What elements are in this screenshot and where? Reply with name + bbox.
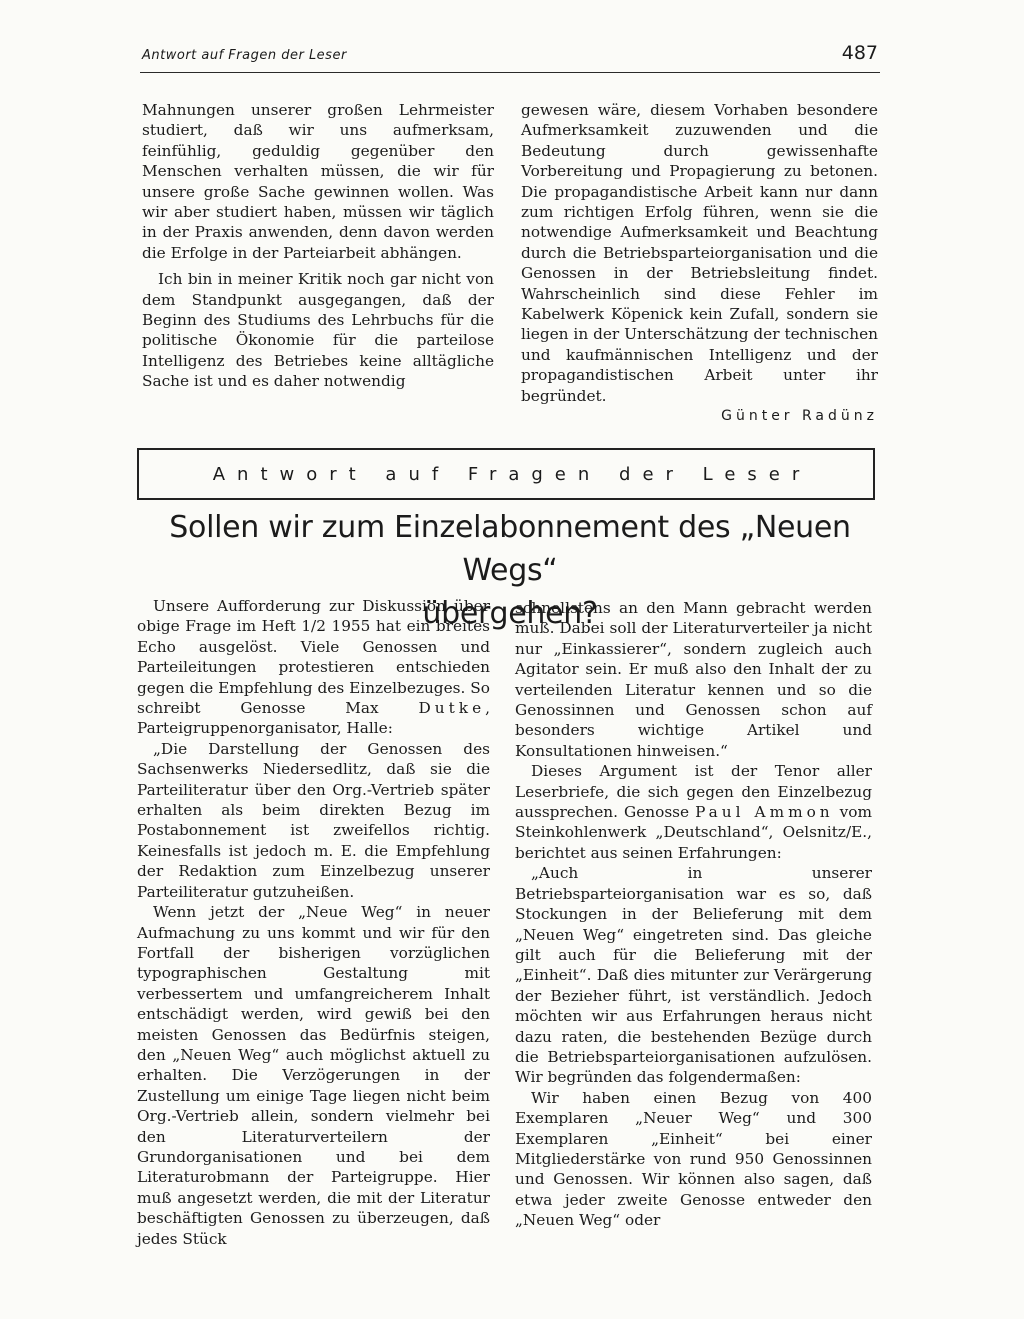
page-number: 487 — [841, 42, 878, 64]
top-right-column — [521, 100, 878, 427]
text-run: Dieses Argument ist der Tenor aller Leserbriefe, die sich gegen den Einzelbezug aussprechen. Genosse — [515, 762, 872, 822]
paragraph: „Auch in unserer Betriebsparteiorganisation war es so, daß Stockungen in der Belieferung mit dem „Neuen Weg“ eingetreten sind. Das gleiche gilt auch für die Belieferung mit der „Einheit“. Daß dies mitunter zur Verärgerung der Bezieher führt, ist verständlich. Jedoch möchten wir aus Erfahrungen heraus nicht dazu raten, die bestehenden Bezüge durch die Betriebsparteiorganisationen aufzulösen. Wir begründen das folgendermaßen: — [515, 864, 872, 1087]
text-run: vom Steinkohlenwerk „Deutschland“, Oelsnitz/E., berichtet aus seinen Erfahrungen: — [515, 803, 872, 862]
top-left-column — [142, 100, 494, 392]
headline-line-2: übergehen? — [422, 596, 598, 631]
paragraph: Wir haben einen Bezug von 400 Exemplaren „Neuer Weg“ und 300 Exemplaren „Einheit“ bei einer Mitgliederstärke von rund 950 Genossinnen und Genossen. Wir können also sagen, daß etwa jeder zweite Genosse entweder den „Neuen Weg“ oder — [515, 1088, 872, 1230]
paragraph — [137, 596, 490, 739]
paragraph — [515, 761, 872, 863]
text-run: , Parteigruppenorganisator, Halle: — [137, 699, 490, 738]
section-banner — [137, 448, 875, 500]
paragraph: Mahnungen unserer großen Lehrmeister studiert, daß wir uns aufmerksam, feinfühlig, geduldig gegenüber den Menschen verhalten müssen, die wir für unsere große Sache gewinnen wollen. Was wir aber studiert haben, müssen wir täglich in der Praxis anwenden, denn davon werden die Erfolge in der Parteiarbeit abhängen. — [142, 101, 494, 262]
running-title: Antwort auf Fragen der Leser — [142, 48, 347, 63]
paragraph: „Die Darstellung der Genossen des Sachsenwerks Niedersedlitz, daß sie die Parteiliteratur über den Org.-Vertrieb später erhalten als beim direkten Bezug im Postabonnement ist zweifellos richtig. Keinesfalls ist jedoch m. E. die Empfehlung der Redaktion zum Einzelbezug unserer Parteiliteratur gutzuheißen. — [137, 739, 490, 901]
paragraph: schnellstens an den Mann gebracht werden muß. Dabei soll der Literaturverteiler ja nicht nur „Einkassierer“, sondern zugleich auch Agitator sein. Er muß also den Inhalt der zu verteilenden Literatur kennen und so die Genossinnen und Genossen schon auf besonders wichtige Artikel und Konsultationen hinweisen.“ — [515, 599, 872, 760]
author-name: Günter Radünz — [721, 408, 878, 425]
paragraph: Ich bin in meiner Kritik noch gar nicht von dem Standpunkt ausgegangen, daß der Beginn des Studiums des Lehrbuchs für die politische Ökonomie für die parteilose Intelligenz des Betriebes keine alltägliche Sache ist und es daher notwendig — [142, 270, 494, 391]
article-right-column — [515, 598, 872, 1231]
headline-line-1: Sollen wir zum Einzelabonnement des „Neuen Wegs“ — [169, 510, 851, 588]
person-name: Paul Ammon — [695, 803, 834, 822]
person-name: Dutke — [418, 699, 486, 718]
signature-line — [521, 406, 878, 426]
running-header — [140, 44, 880, 73]
section-label: Antwort auf Fragen der Leser — [212, 463, 812, 485]
text-run: Unsere Aufforderung zur Diskussion über obige Frage im Heft 1/2 1955 hat ein breites Echo ausgelöst. Viele Genossen und Parteileitungen protestieren entschieden gegen die Empfehlung des Einzelbezuges. So schreibt Genosse Max — [137, 597, 490, 718]
paragraph: gewesen wäre, diesem Vorhaben besondere Aufmerksamkeit zuzuwenden und die Bedeutung durch gewissenhafte Vorbereitung und Propagierung zu betonen. Die propagandistische Arbeit kann nur dann zum richtigen Erfolg führen, wenn sie die notwendige Aufmerksamkeit und Beachtung durch die Betriebsparteiorganisation und die Genossen in der Betriebsleitung findet. Wahrscheinlich sind diese Fehler im Kabelwerk Köpenick kein Zufall, sondern sie liegen in der Unterschätzung der technischen und kaufmännischen Intelligenz und der propagandistischen Arbeit unter ihr begründet. — [521, 101, 878, 405]
paragraph: Wenn jetzt der „Neue Weg“ in neuer Aufmachung zu uns kommt und wir für den Fortfall der bisherigen vorzüglichen typographischen Gestaltung mit verbessertem und umfangreicherem Inhalt entschädigt werden, wird gewiß bei den meisten Genossen das Bedürfnis steigen, den „Neuen Weg“ auch möglichst aktuell zu erhalten. Die Verzögerungen in der Zustellung um einige Tage liegen nicht beim Org.-Vertrieb allein, sondern vielmehr bei den Literaturverteilern der Grundorganisationen und bei dem Literaturobmann der Parteigruppe. Hier muß angesetzt werden, die mit der Literatur beschäftigten Genossen zu überzeugen, daß jedes Stück — [137, 903, 490, 1248]
article-left-column — [137, 596, 490, 1249]
